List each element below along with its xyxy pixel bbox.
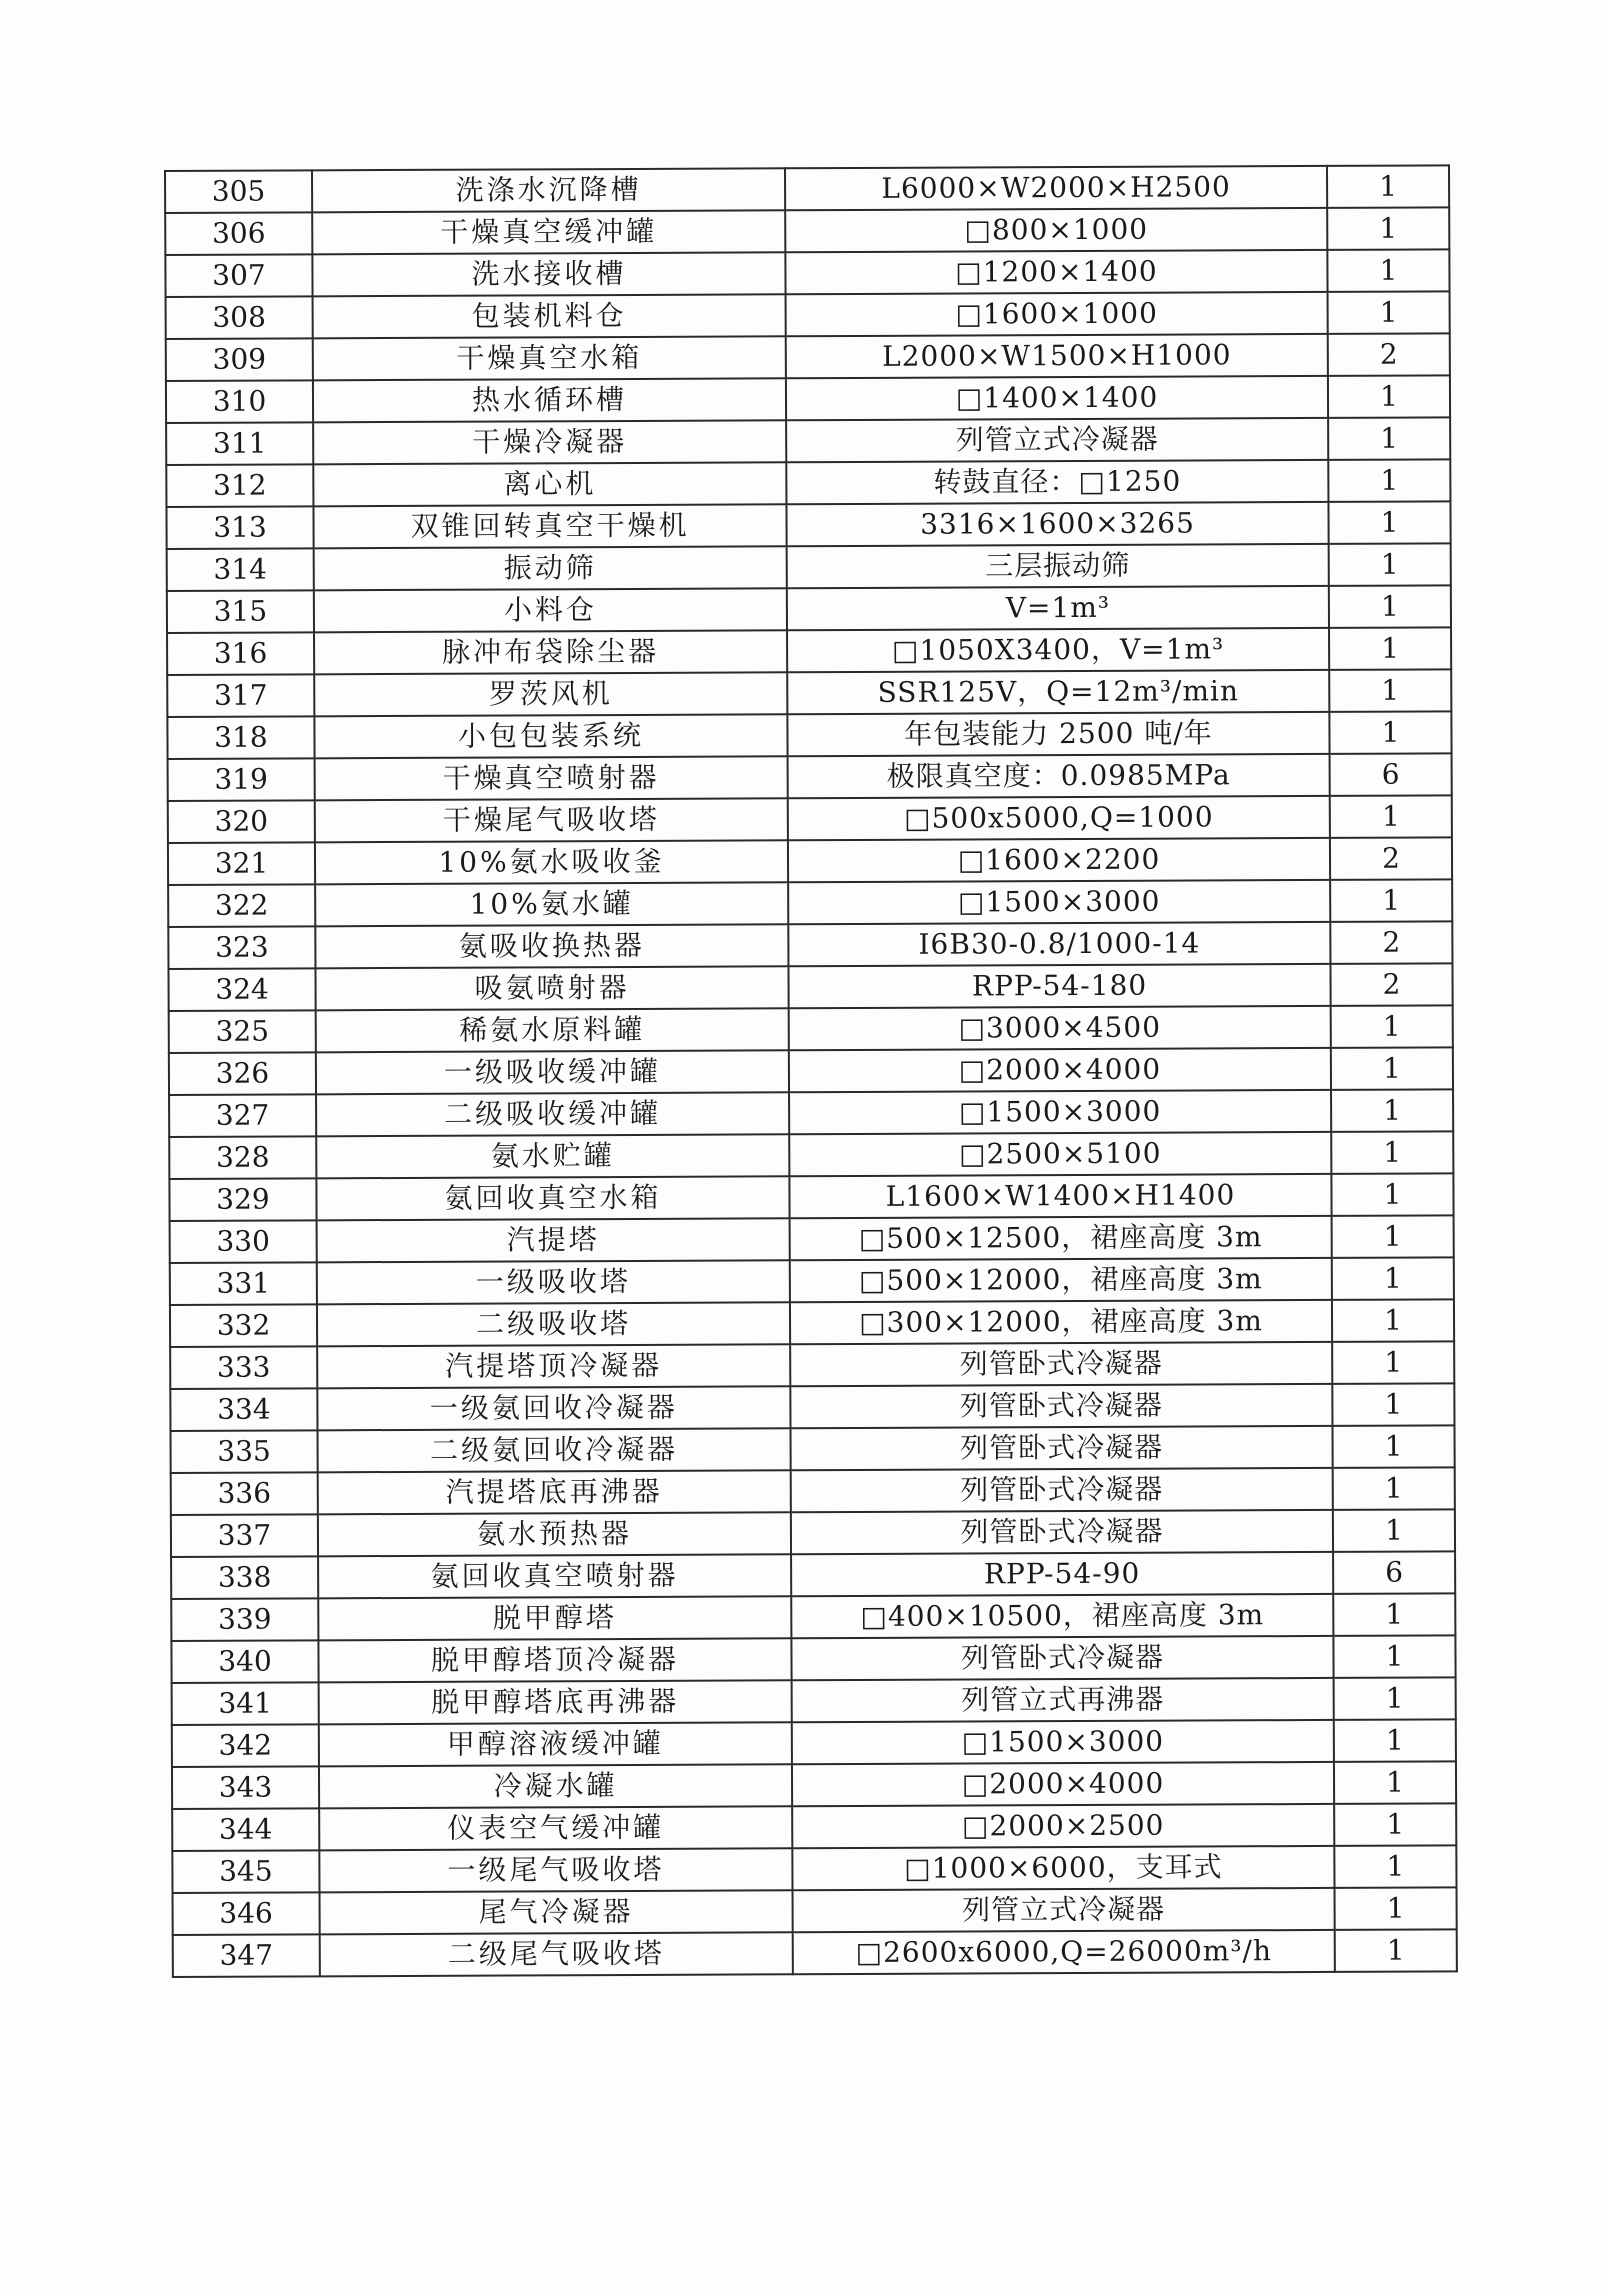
table-row bbox=[171, 1635, 1455, 1683]
row-number: 339 bbox=[171, 1598, 318, 1641]
table-row bbox=[171, 1467, 1455, 1515]
row-number: 310 bbox=[166, 380, 313, 423]
equipment-spec: □1050X3400，V=1m³ bbox=[787, 628, 1329, 672]
equipment-quantity: 1 bbox=[1333, 1593, 1455, 1636]
equipment-spec: □500×12500，裙座高度 3m bbox=[790, 1216, 1332, 1260]
table-row bbox=[172, 1761, 1456, 1809]
equipment-quantity: 2 bbox=[1330, 921, 1452, 964]
row-number: 315 bbox=[167, 590, 314, 633]
row-number: 331 bbox=[170, 1262, 317, 1305]
equipment-quantity: 1 bbox=[1332, 1257, 1454, 1300]
table-row bbox=[169, 1173, 1453, 1221]
equipment-spec: 列管立式再沸器 bbox=[792, 1678, 1334, 1722]
equipment-quantity: 1 bbox=[1327, 207, 1449, 250]
table-body bbox=[165, 165, 1457, 1977]
equipment-spec: 三层振动筛 bbox=[787, 544, 1329, 588]
equipment-name: 二级氨回收冷凝器 bbox=[318, 1428, 791, 1472]
equipment-quantity: 1 bbox=[1334, 1677, 1456, 1720]
equipment-name: 脱甲醇塔顶冷凝器 bbox=[318, 1638, 791, 1682]
table-row bbox=[170, 1299, 1454, 1347]
equipment-quantity: 1 bbox=[1329, 585, 1451, 628]
equipment-spec: 年包装能力 2500 吨/年 bbox=[787, 712, 1329, 756]
row-number: 346 bbox=[173, 1892, 320, 1935]
table-row bbox=[171, 1509, 1455, 1557]
equipment-name: 氨水贮罐 bbox=[316, 1134, 789, 1178]
equipment-name: 干燥真空缓冲罐 bbox=[312, 210, 785, 254]
equipment-name: 汽提塔 bbox=[317, 1218, 790, 1262]
equipment-name: 氨回收真空喷射器 bbox=[318, 1554, 791, 1598]
equipment-spec: I6B30-0.8/1000-14 bbox=[788, 922, 1330, 966]
equipment-quantity: 1 bbox=[1334, 1803, 1456, 1846]
equipment-spec: 列管卧式冷凝器 bbox=[790, 1342, 1332, 1386]
equipment-spec: □1600×1000 bbox=[786, 292, 1328, 336]
row-number: 308 bbox=[166, 296, 313, 339]
row-number: 318 bbox=[167, 716, 314, 759]
equipment-table bbox=[164, 164, 1458, 1978]
row-number: 347 bbox=[173, 1934, 320, 1977]
equipment-spec: □500x5000,Q=1000 bbox=[788, 796, 1330, 840]
equipment-name: 干燥真空水箱 bbox=[313, 336, 786, 380]
equipment-quantity: 1 bbox=[1332, 1341, 1454, 1384]
equipment-quantity: 1 bbox=[1331, 1089, 1453, 1132]
equipment-quantity: 1 bbox=[1331, 1131, 1453, 1174]
row-number: 328 bbox=[169, 1136, 316, 1179]
equipment-spec: 列管卧式冷凝器 bbox=[791, 1510, 1333, 1554]
row-number: 324 bbox=[168, 968, 315, 1011]
table-row bbox=[167, 669, 1451, 717]
equipment-spec: L2000×W1500×H1000 bbox=[786, 334, 1328, 378]
row-number: 321 bbox=[168, 842, 315, 885]
equipment-name: 洗水接收槽 bbox=[312, 252, 785, 296]
equipment-spec: □1600×2200 bbox=[788, 838, 1330, 882]
equipment-name: 热水循环槽 bbox=[313, 378, 786, 422]
equipment-quantity: 1 bbox=[1332, 1299, 1454, 1342]
equipment-quantity: 1 bbox=[1328, 375, 1450, 418]
equipment-spec: □800×1000 bbox=[785, 208, 1327, 252]
table-row bbox=[166, 459, 1450, 507]
equipment-name: 小包包装系统 bbox=[314, 714, 787, 758]
equipment-name: 脱甲醇塔 bbox=[318, 1596, 791, 1640]
row-number: 335 bbox=[171, 1430, 318, 1473]
equipment-spec: L1600×W1400×H1400 bbox=[789, 1174, 1331, 1218]
equipment-name: 二级尾气吸收塔 bbox=[320, 1932, 793, 1976]
equipment-name: 仪表空气缓冲罐 bbox=[319, 1806, 792, 1850]
row-number: 341 bbox=[172, 1682, 319, 1725]
equipment-name: 氨吸收换热器 bbox=[315, 924, 788, 968]
equipment-spec: □1500×3000 bbox=[789, 1090, 1331, 1134]
equipment-quantity: 1 bbox=[1334, 1719, 1456, 1762]
table-row bbox=[171, 1551, 1455, 1599]
row-number: 314 bbox=[167, 548, 314, 591]
equipment-name: 10%氨水吸收釜 bbox=[315, 840, 788, 884]
equipment-name: 干燥冷凝器 bbox=[313, 420, 786, 464]
table-row bbox=[166, 375, 1450, 423]
equipment-quantity: 1 bbox=[1332, 1215, 1454, 1258]
equipment-spec: L6000×W2000×H2500 bbox=[785, 166, 1327, 210]
equipment-spec: 列管卧式冷凝器 bbox=[791, 1468, 1333, 1512]
equipment-quantity: 1 bbox=[1335, 1929, 1457, 1972]
row-number: 323 bbox=[168, 926, 315, 969]
equipment-spec: 列管立式冷凝器 bbox=[793, 1888, 1335, 1932]
equipment-quantity: 1 bbox=[1327, 165, 1449, 208]
row-number: 327 bbox=[169, 1094, 316, 1137]
equipment-spec: □1200×1400 bbox=[785, 250, 1327, 294]
equipment-quantity: 1 bbox=[1329, 711, 1451, 754]
equipment-name: 二级吸收塔 bbox=[317, 1302, 790, 1346]
table-row bbox=[167, 585, 1451, 633]
equipment-spec: 列管立式冷凝器 bbox=[786, 418, 1328, 462]
row-number: 345 bbox=[172, 1850, 319, 1893]
row-number: 326 bbox=[169, 1052, 316, 1095]
table-row bbox=[168, 837, 1452, 885]
row-number: 319 bbox=[168, 758, 315, 801]
equipment-name: 一级氨回收冷凝器 bbox=[317, 1386, 790, 1430]
equipment-name: 一级尾气吸收塔 bbox=[319, 1848, 792, 1892]
row-number: 332 bbox=[170, 1304, 317, 1347]
table-row bbox=[166, 417, 1450, 465]
table-row bbox=[172, 1803, 1456, 1851]
equipment-spec: V=1m³ bbox=[787, 586, 1329, 630]
equipment-quantity: 1 bbox=[1330, 795, 1452, 838]
table-row bbox=[170, 1383, 1454, 1431]
equipment-name: 一级吸收塔 bbox=[317, 1260, 790, 1304]
row-number: 337 bbox=[171, 1514, 318, 1557]
table-row bbox=[171, 1593, 1455, 1641]
equipment-name: 二级吸收缓冲罐 bbox=[316, 1092, 789, 1136]
equipment-name: 洗涤水沉降槽 bbox=[312, 168, 785, 212]
equipment-name: 氨水预热器 bbox=[318, 1512, 791, 1556]
table-row bbox=[170, 1341, 1454, 1389]
equipment-spec: □1400×1400 bbox=[786, 376, 1328, 420]
row-number: 338 bbox=[171, 1556, 318, 1599]
equipment-spec: RPP-54-180 bbox=[788, 964, 1330, 1008]
equipment-name: 双锥回转真空干燥机 bbox=[313, 504, 786, 548]
equipment-spec: □300×12000，裙座高度 3m bbox=[790, 1300, 1332, 1344]
equipment-name: 10%氨水罐 bbox=[315, 882, 788, 926]
table-row bbox=[172, 1845, 1456, 1893]
equipment-quantity: 1 bbox=[1334, 1761, 1456, 1804]
row-number: 340 bbox=[171, 1640, 318, 1683]
table-row bbox=[170, 1257, 1454, 1305]
table-row bbox=[166, 501, 1450, 549]
table-row bbox=[168, 879, 1452, 927]
equipment-name: 甲醇溶液缓冲罐 bbox=[319, 1722, 792, 1766]
equipment-spec: □400×10500，裙座高度 3m bbox=[791, 1594, 1333, 1638]
equipment-quantity: 2 bbox=[1330, 837, 1452, 880]
table-row bbox=[169, 1005, 1453, 1053]
equipment-quantity: 6 bbox=[1330, 753, 1452, 796]
equipment-quantity: 1 bbox=[1331, 1047, 1453, 1090]
equipment-spec: □2600x6000,Q=26000m³/h bbox=[793, 1930, 1335, 1974]
table-row bbox=[167, 627, 1451, 675]
equipment-name: 小料仓 bbox=[314, 588, 787, 632]
equipment-name: 离心机 bbox=[313, 462, 786, 506]
equipment-spec: □2000×4000 bbox=[789, 1048, 1331, 1092]
row-number: 313 bbox=[166, 506, 313, 549]
table-row bbox=[165, 165, 1449, 213]
table-row bbox=[165, 207, 1449, 255]
equipment-quantity: 1 bbox=[1329, 669, 1451, 712]
equipment-name: 脱甲醇塔底再沸器 bbox=[319, 1680, 792, 1724]
equipment-spec: 极限真空度：0.0985MPa bbox=[788, 754, 1330, 798]
equipment-quantity: 1 bbox=[1329, 627, 1451, 670]
table-row bbox=[172, 1677, 1456, 1725]
equipment-spec: 列管卧式冷凝器 bbox=[790, 1384, 1332, 1428]
table-row bbox=[169, 1047, 1453, 1095]
equipment-name: 振动筛 bbox=[314, 546, 787, 590]
equipment-quantity: 1 bbox=[1333, 1635, 1455, 1678]
equipment-quantity: 1 bbox=[1333, 1509, 1455, 1552]
row-number: 306 bbox=[165, 212, 312, 255]
row-number: 344 bbox=[172, 1808, 319, 1851]
row-number: 311 bbox=[166, 422, 313, 465]
equipment-quantity: 6 bbox=[1333, 1551, 1455, 1594]
row-number: 312 bbox=[166, 464, 313, 507]
equipment-name: 尾气冷凝器 bbox=[320, 1890, 793, 1934]
equipment-quantity: 2 bbox=[1330, 963, 1452, 1006]
equipment-spec: □1000×6000，支耳式 bbox=[792, 1846, 1334, 1890]
equipment-spec: □500×12000，裙座高度 3m bbox=[790, 1258, 1332, 1302]
equipment-name: 脉冲布袋除尘器 bbox=[314, 630, 787, 674]
equipment-spec: □1500×3000 bbox=[792, 1720, 1334, 1764]
equipment-spec: □3000×4500 bbox=[789, 1006, 1331, 1050]
equipment-name: 吸氨喷射器 bbox=[315, 966, 788, 1010]
row-number: 305 bbox=[165, 170, 312, 213]
row-number: 309 bbox=[166, 338, 313, 381]
row-number: 320 bbox=[168, 800, 315, 843]
equipment-quantity: 1 bbox=[1328, 459, 1450, 502]
equipment-quantity: 1 bbox=[1327, 249, 1449, 292]
table-row bbox=[165, 249, 1449, 297]
equipment-quantity: 1 bbox=[1332, 1383, 1454, 1426]
equipment-quantity: 1 bbox=[1330, 879, 1452, 922]
table-row bbox=[166, 291, 1450, 339]
equipment-name: 包装机料仓 bbox=[313, 294, 786, 338]
equipment-name: 稀氨水原料罐 bbox=[316, 1008, 789, 1052]
row-number: 330 bbox=[170, 1220, 317, 1263]
equipment-name: 氨回收真空水箱 bbox=[316, 1176, 789, 1220]
table-row bbox=[171, 1425, 1455, 1473]
equipment-quantity: 1 bbox=[1333, 1467, 1455, 1510]
equipment-quantity: 1 bbox=[1331, 1173, 1453, 1216]
equipment-spec: RPP-54-90 bbox=[791, 1552, 1333, 1596]
equipment-spec: □1500×3000 bbox=[788, 880, 1330, 924]
equipment-quantity: 1 bbox=[1332, 1425, 1454, 1468]
table-row bbox=[167, 543, 1451, 591]
table-row bbox=[168, 921, 1452, 969]
equipment-quantity: 1 bbox=[1334, 1845, 1456, 1888]
equipment-name: 汽提塔顶冷凝器 bbox=[317, 1344, 790, 1388]
equipment-name: 罗茨风机 bbox=[314, 672, 787, 716]
equipment-spec: □2000×2500 bbox=[792, 1804, 1334, 1848]
row-number: 316 bbox=[167, 632, 314, 675]
equipment-spec: 3316×1600×3265 bbox=[786, 502, 1328, 546]
equipment-quantity: 1 bbox=[1329, 543, 1451, 586]
row-number: 329 bbox=[169, 1178, 316, 1221]
table-row bbox=[170, 1215, 1454, 1263]
equipment-name: 汽提塔底再沸器 bbox=[318, 1470, 791, 1514]
table-row bbox=[172, 1719, 1456, 1767]
equipment-quantity: 1 bbox=[1328, 291, 1450, 334]
table-row bbox=[166, 333, 1450, 381]
row-number: 307 bbox=[165, 254, 312, 297]
row-number: 325 bbox=[169, 1010, 316, 1053]
table-row bbox=[168, 963, 1452, 1011]
row-number: 343 bbox=[172, 1766, 319, 1809]
equipment-spec: 转鼓直径：□1250 bbox=[786, 460, 1328, 504]
equipment-spec: □2000×4000 bbox=[792, 1762, 1334, 1806]
equipment-spec: 列管卧式冷凝器 bbox=[790, 1426, 1332, 1470]
table-row bbox=[169, 1131, 1453, 1179]
equipment-name: 干燥尾气吸收塔 bbox=[315, 798, 788, 842]
row-number: 342 bbox=[172, 1724, 319, 1767]
equipment-name: 冷凝水罐 bbox=[319, 1764, 792, 1808]
row-number: 336 bbox=[171, 1472, 318, 1515]
equipment-quantity: 1 bbox=[1328, 501, 1450, 544]
row-number: 317 bbox=[167, 674, 314, 717]
row-number: 333 bbox=[170, 1346, 317, 1389]
table-row bbox=[168, 753, 1452, 801]
table-row bbox=[168, 795, 1452, 843]
equipment-spec: 列管卧式冷凝器 bbox=[791, 1636, 1333, 1680]
table-row bbox=[169, 1089, 1453, 1137]
equipment-name: 干燥真空喷射器 bbox=[315, 756, 788, 800]
table-row bbox=[167, 711, 1451, 759]
row-number: 334 bbox=[170, 1388, 317, 1431]
equipment-quantity: 2 bbox=[1328, 333, 1450, 376]
table-row bbox=[173, 1929, 1457, 1977]
equipment-quantity: 1 bbox=[1331, 1005, 1453, 1048]
equipment-name: 一级吸收缓冲罐 bbox=[316, 1050, 789, 1094]
equipment-quantity: 1 bbox=[1335, 1887, 1457, 1930]
table-row bbox=[173, 1887, 1457, 1935]
equipment-spec: SSR125V，Q=12m³/min bbox=[787, 670, 1329, 714]
equipment-quantity: 1 bbox=[1328, 417, 1450, 460]
row-number: 322 bbox=[168, 884, 315, 927]
equipment-spec: □2500×5100 bbox=[789, 1132, 1331, 1176]
